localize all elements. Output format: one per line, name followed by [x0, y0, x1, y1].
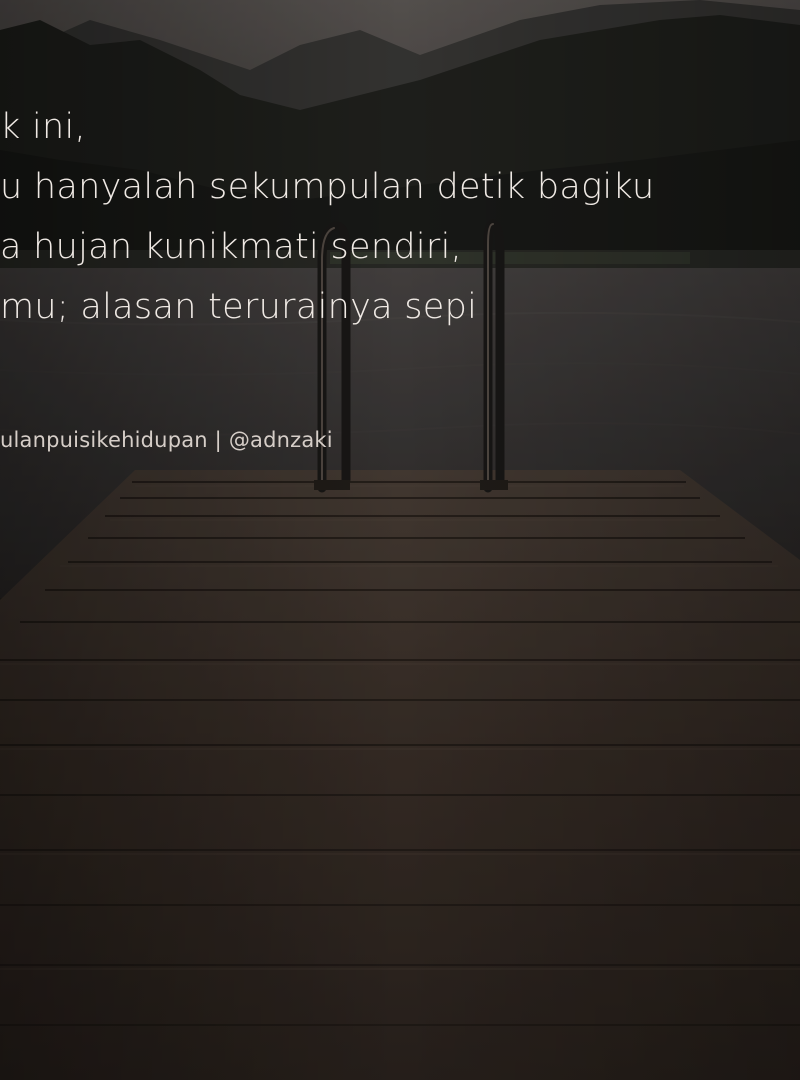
poem-line: mu; alasan terurainya sepi	[0, 287, 478, 327]
poem-line: k ini,	[0, 107, 86, 147]
credit-text: ulanpuisikehidupan | @adnzaki	[0, 428, 333, 452]
poem-text	[0, 97, 654, 337]
poem-line: a hujan kunikmati sendiri,	[0, 227, 463, 267]
poem-line: u hanyalah sekumpulan detik bagiku	[0, 167, 655, 207]
